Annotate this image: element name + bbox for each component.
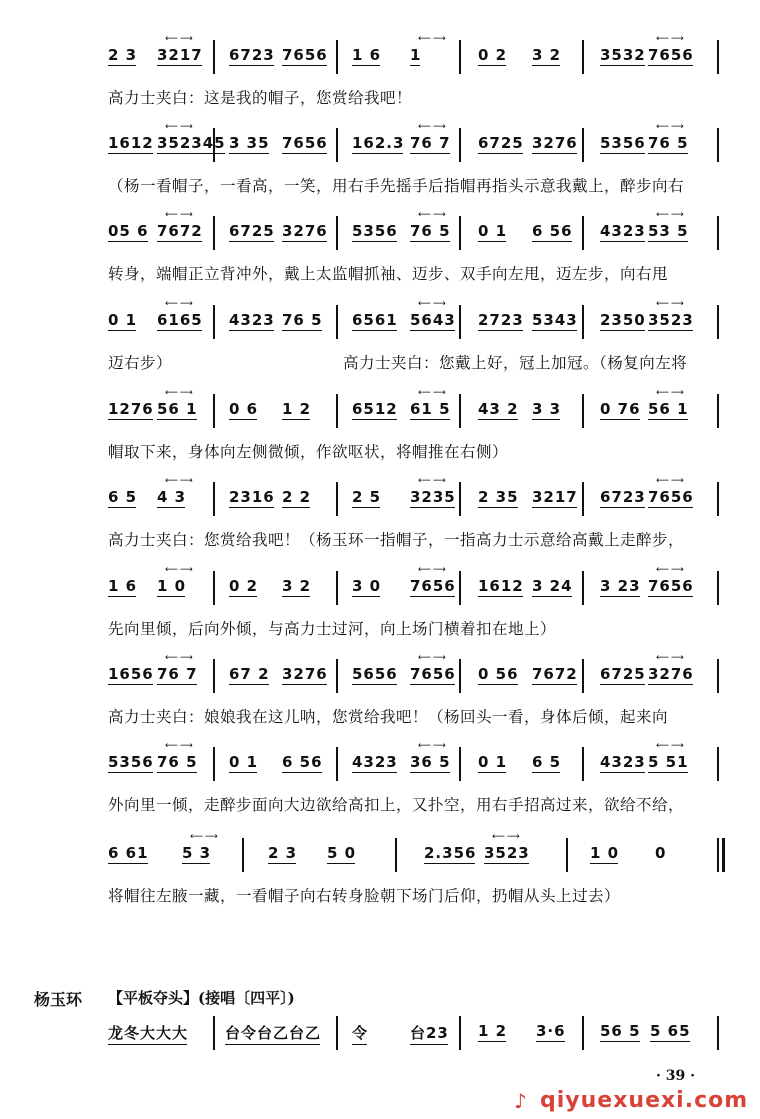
note-group: 0 76 (600, 400, 641, 418)
note-group: 3·6 (536, 1022, 566, 1040)
notation-row (0, 482, 760, 522)
note-group: 67 2 (229, 665, 270, 683)
barline (336, 482, 338, 516)
note-group: ⟵⟶ 3235 (410, 488, 456, 506)
note-group: ⟵⟶ 4 3 (157, 488, 186, 506)
note-group: ⟵⟶ 53 5 (648, 222, 689, 240)
score-system (0, 305, 760, 385)
score-system (0, 838, 760, 918)
note-group: ⟵⟶ 6165 (157, 311, 203, 329)
lyric-line: 高力士夹白：这是我的帽子，您赏给我吧！ (108, 89, 413, 107)
barline (717, 747, 719, 781)
barline (582, 128, 584, 162)
barline (582, 394, 584, 428)
barline (582, 482, 584, 516)
note-group: 5356 (108, 753, 154, 771)
barline (717, 128, 719, 162)
note-group: 56 5 (600, 1022, 641, 1040)
barline (717, 216, 719, 250)
barline (717, 305, 719, 339)
note-group: 0 2 (478, 46, 508, 64)
note-group: ⟵⟶ 5 3 (182, 844, 211, 862)
note-group: 2723 (478, 311, 524, 329)
barline (336, 659, 338, 693)
note-group: 3 0 (352, 577, 382, 595)
barline (459, 305, 461, 339)
notation-row (0, 128, 760, 168)
barline (336, 747, 338, 781)
note-group: 5656 (352, 665, 398, 683)
score-system (0, 216, 760, 296)
barline (459, 571, 461, 605)
barline (582, 40, 584, 74)
note-group: ⟵⟶ 76 5 (648, 134, 689, 152)
lyric-line: （杨一看帽子，一看高，一笑，用右手先摇手后指帽再指头示意我戴上，醉步向右 (108, 177, 685, 195)
barline (336, 305, 338, 339)
note-group: 台23 (410, 1024, 449, 1042)
note-group: ⟵⟶ 56 1 (648, 400, 689, 418)
note-group: ⟵⟶ 7672 (157, 222, 203, 240)
note-group: 2350 (600, 311, 646, 329)
note-group: 3532 (600, 46, 646, 64)
note-group: 6725 (600, 665, 646, 683)
note-group: 5343 (532, 311, 578, 329)
barline (582, 747, 584, 781)
score-system (0, 40, 760, 120)
watermark: qiyuexuexi.com (540, 1088, 749, 1113)
note-group: ⟵⟶ 7656 (648, 488, 694, 506)
score-system (0, 482, 760, 562)
note-group: 6512 (352, 400, 398, 418)
note-group: 3 23 (600, 577, 641, 595)
lyric-line: 高力士夹白：您赏给我吧！（杨玉环一指帽子，一指高力士示意给高戴上走醉步， (108, 531, 685, 549)
note-group: 6723 (600, 488, 646, 506)
barline (213, 747, 215, 781)
note-group: 1 2 (282, 400, 312, 418)
note-group: 0 1 (229, 753, 259, 771)
notation-row (0, 659, 760, 699)
notation-row (0, 40, 760, 80)
barline (459, 128, 461, 162)
note-group: 3 24 (532, 577, 573, 595)
note-group: ⟵⟶ 76 5 (157, 753, 198, 771)
note-group: 2 3 (268, 844, 298, 862)
barline (213, 305, 215, 339)
note-group: 4323 (600, 222, 646, 240)
note-group: 0 1 (108, 311, 138, 329)
barline (459, 482, 461, 516)
note-group: ⟵⟶ 3523 (648, 311, 694, 329)
note-group: ⟵⟶ 76 7 (410, 134, 451, 152)
notation-row (0, 216, 760, 256)
barline (459, 40, 461, 74)
barline (717, 394, 719, 428)
barline (213, 40, 215, 74)
note-group: 0 2 (229, 577, 259, 595)
note-group: 2 3 (108, 46, 138, 64)
barline (717, 838, 719, 872)
note-group: 05 6 (108, 222, 149, 240)
note-group: ⟵⟶ 352345 (157, 134, 226, 152)
note-group: 0 56 (478, 665, 519, 683)
note-group: ⟵⟶ 7656 (410, 577, 456, 595)
barline (336, 216, 338, 250)
score-system (0, 659, 760, 739)
lyric-line: 外向里一倾，走醉步面向大边欲给高扣上，又扑空，用右手招高过来，欲给不给， (108, 796, 685, 814)
note-group: 1276 (108, 400, 154, 418)
notation-row (0, 571, 760, 611)
score-system-final (0, 1016, 760, 1056)
note-group: 4323 (229, 311, 275, 329)
barline (242, 838, 244, 872)
section-title: 【平板夺头】(接唱〔四平〕) (108, 989, 295, 1007)
lyric-line-right: 高力士夹白：您戴上好，冠上加冠。（杨复向左将 (343, 354, 688, 372)
note-group: 5356 (600, 134, 646, 152)
barline (213, 1016, 215, 1050)
note-group: ⟵⟶ 1 (410, 46, 421, 64)
note-group: 5 65 (650, 1022, 691, 1040)
note-group: ⟵⟶ 3276 (648, 665, 694, 683)
barline (582, 216, 584, 250)
note-group: 1 6 (352, 46, 382, 64)
note-group: 5 0 (327, 844, 357, 862)
note-group: 6 56 (282, 753, 323, 771)
notation-row (0, 747, 760, 787)
note-group: ⟵⟶ 76 7 (157, 665, 198, 683)
note-group: 6725 (229, 222, 275, 240)
note-group: 0 1 (478, 222, 508, 240)
note-group: 1 0 (590, 844, 620, 862)
lyric-line: 转身，端帽正立背冲外，戴上太监帽抓袖、迈步、双手向左甩，迈左步，向右甩 (108, 265, 669, 283)
note-group: 龙冬大大大 (108, 1024, 189, 1042)
note-group: 6725 (478, 134, 524, 152)
barline (395, 838, 397, 872)
final-barline (722, 838, 725, 872)
barline (717, 659, 719, 693)
note-group: 6 56 (532, 222, 573, 240)
barline (336, 571, 338, 605)
note-group: ⟵⟶ 5 51 (648, 753, 689, 771)
note-group: ⟵⟶ 7656 (648, 46, 694, 64)
barline (213, 216, 215, 250)
barline (213, 659, 215, 693)
note-group: 4323 (600, 753, 646, 771)
notation-row (0, 1016, 760, 1056)
barline (459, 216, 461, 250)
note-group: ⟵⟶ 3523 (484, 844, 530, 862)
lyric-line: 先向里倾，后向外倾，与高力士过河，向上场门横着扣在地上） (108, 620, 557, 638)
barline (336, 40, 338, 74)
score-system (0, 394, 760, 474)
note-group: 1 6 (108, 577, 138, 595)
score-system (0, 747, 760, 827)
barline (336, 1016, 338, 1050)
music-note-icon: ♪ (514, 1089, 527, 1113)
notation-row (0, 394, 760, 434)
note-group: 1612 (108, 134, 154, 152)
note-group: 2 5 (352, 488, 382, 506)
note-group: 2316 (229, 488, 275, 506)
barline (566, 838, 568, 872)
note-group: 6 5 (108, 488, 138, 506)
note-group: 3217 (532, 488, 578, 506)
score-system (0, 571, 760, 651)
note-group: 162.3 (352, 134, 405, 152)
note-group: ⟵⟶ 76 5 (410, 222, 451, 240)
lyric-line: 帽取下来，身体向左侧微倾，作欲呕状，将帽推在右侧） (108, 443, 509, 461)
barline (717, 482, 719, 516)
score-system (0, 128, 760, 208)
lyric-line: 将帽往左腋一藏，一看帽子向右转身脸朝下场门后仰，扔帽从头上过去） (108, 887, 621, 905)
barline (582, 1016, 584, 1050)
barline (459, 659, 461, 693)
barline (213, 571, 215, 605)
note-group: 6 5 (532, 753, 562, 771)
barline (459, 1016, 461, 1050)
note-group: 6723 (229, 46, 275, 64)
note-group: 5356 (352, 222, 398, 240)
note-group: ⟵⟶ 7656 (648, 577, 694, 595)
barline (717, 571, 719, 605)
note-group: 1612 (478, 577, 524, 595)
barline (336, 128, 338, 162)
note-group: 3 3 (532, 400, 562, 418)
note-group: 3 2 (532, 46, 562, 64)
lyric-line: 迈右步） (108, 354, 173, 372)
note-group: 2 35 (478, 488, 519, 506)
notation-row (0, 838, 760, 878)
barline (582, 659, 584, 693)
note-group: 76 5 (282, 311, 323, 329)
note-group: ⟵⟶ 5643 (410, 311, 456, 329)
note-group: ⟵⟶ 61 5 (410, 400, 451, 418)
note-group: 1656 (108, 665, 154, 683)
note-group: 3276 (532, 134, 578, 152)
note-group: 0 6 (229, 400, 259, 418)
note-group: 0 1 (478, 753, 508, 771)
note-group: 0 (655, 844, 667, 862)
barline (336, 394, 338, 428)
note-group: ⟵⟶ 36 5 (410, 753, 451, 771)
note-group: 7672 (532, 665, 578, 683)
note-group: ⟵⟶ 1 0 (157, 577, 186, 595)
barline (717, 40, 719, 74)
note-group: 3 35 (229, 134, 270, 152)
barline (459, 394, 461, 428)
barline (582, 305, 584, 339)
note-group: 3276 (282, 222, 328, 240)
note-group: 2.356 (424, 844, 477, 862)
note-group: 令 (352, 1024, 369, 1042)
barline (213, 482, 215, 516)
notation-row (0, 305, 760, 345)
note-group: 1 2 (478, 1022, 508, 1040)
singer-name: 杨玉环 (34, 990, 83, 1009)
note-group: 7656 (282, 46, 328, 64)
barline (459, 747, 461, 781)
barline (582, 571, 584, 605)
note-group: 6 61 (108, 844, 149, 862)
barline (213, 394, 215, 428)
note-group: 3 2 (282, 577, 312, 595)
note-group: 3276 (282, 665, 328, 683)
note-group: 4323 (352, 753, 398, 771)
note-group: 2 2 (282, 488, 312, 506)
barline (717, 1016, 719, 1050)
lyric-line: 高力士夹白：娘娘我在这儿呐，您赏给我吧！（杨回头一看，身体后倾，起来向 (108, 708, 669, 726)
note-group: 7656 (282, 134, 328, 152)
note-group: 43 2 (478, 400, 519, 418)
note-group: 6561 (352, 311, 398, 329)
note-group: ⟵⟶ 56 1 (157, 400, 198, 418)
note-group: 台令台乙台乙 (225, 1024, 322, 1042)
note-group: ⟵⟶ 3217 (157, 46, 203, 64)
note-group: ⟵⟶ 7656 (410, 665, 456, 683)
page-number: · 39 · (656, 1068, 695, 1084)
